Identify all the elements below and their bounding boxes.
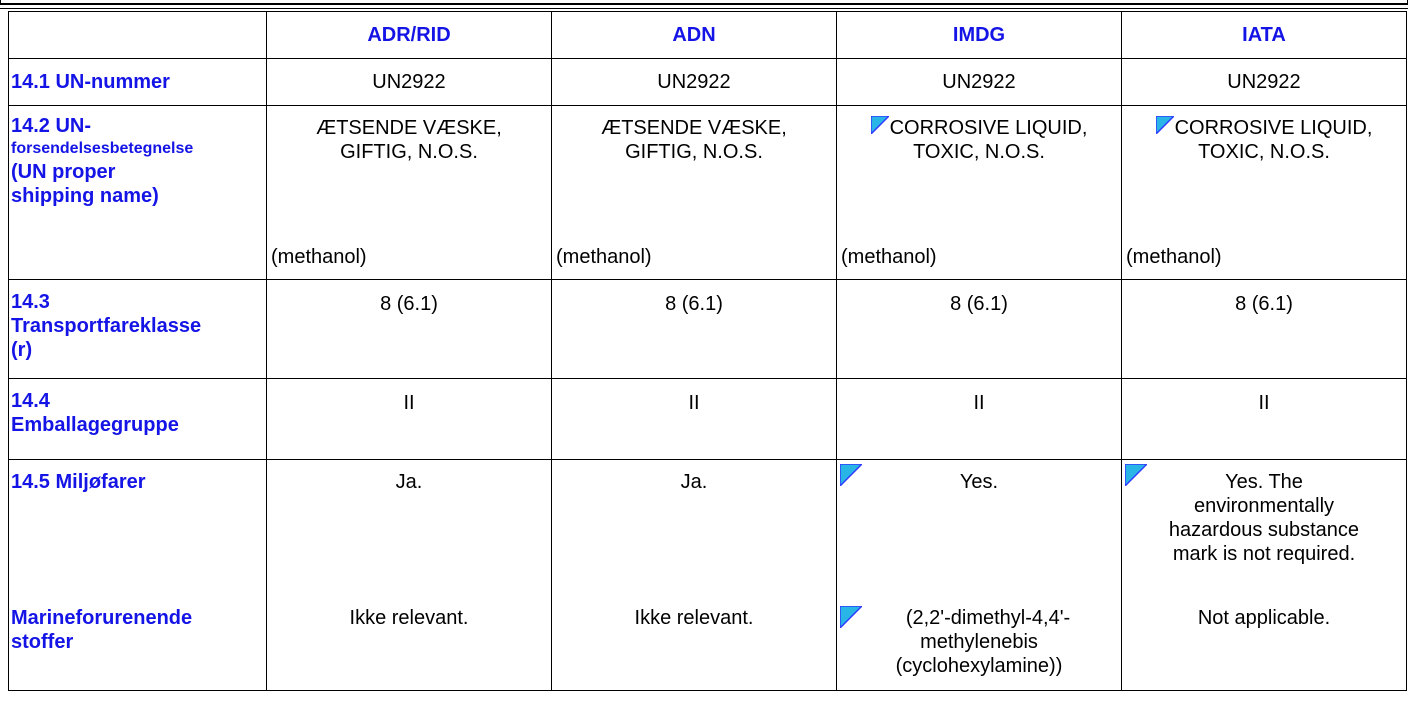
row-label-environmental-hazards: 14.5 Miljøfarer bbox=[11, 471, 146, 493]
shipping-name-adn-note: (methanol) bbox=[556, 246, 652, 268]
row-label-shipping-name-line2: forsendelsesbetegnelse bbox=[11, 140, 194, 157]
environmental-iata-line1: Yes. The bbox=[1225, 471, 1303, 493]
shipping-name-imdg-line2: TOXIC, N.O.S. bbox=[913, 141, 1045, 163]
row-label-transport-class bbox=[9, 280, 267, 379]
shipping-name-adr-rid-line2: GIFTIG, N.O.S. bbox=[340, 141, 478, 163]
shipping-name-adr-rid-line1: ÆTSENDE VÆSKE, bbox=[316, 117, 502, 139]
environmental-imdg bbox=[837, 460, 1122, 691]
row-label-un-number: 14.1 UN-nummer bbox=[9, 59, 267, 106]
row-label-environmental bbox=[9, 460, 267, 691]
transport-class-iata: 8 (6.1) bbox=[1122, 280, 1407, 379]
un-number-iata: UN2922 bbox=[1122, 59, 1407, 106]
transport-info-table bbox=[8, 11, 1407, 691]
row-label-marine-pollutant-line2: stoffer bbox=[11, 631, 74, 653]
shipping-name-adn bbox=[552, 106, 837, 280]
shipping-name-imdg-note: (methanol) bbox=[841, 246, 937, 268]
column-header-adn: ADN bbox=[552, 12, 837, 59]
shipping-name-adn-line2: GIFTIG, N.O.S. bbox=[625, 141, 763, 163]
row-label-transport-class-line2: Transportfareklasse bbox=[11, 315, 202, 337]
change-marker-icon bbox=[871, 116, 889, 134]
packing-group-imdg: II bbox=[837, 379, 1122, 460]
shipping-name-iata bbox=[1122, 106, 1407, 280]
transport-class-adn: 8 (6.1) bbox=[552, 280, 837, 379]
environmental-adr-rid-value: Ja. bbox=[395, 471, 423, 493]
row-label-packing-group-line1: 14.4 bbox=[11, 390, 50, 412]
row-label-shipping-name-line3: (UN proper bbox=[11, 161, 116, 183]
shipping-name-imdg-line1-wrap bbox=[837, 106, 1121, 140]
packing-group-iata: II bbox=[1122, 379, 1407, 460]
environmental-adn-value: Ja. bbox=[680, 471, 708, 493]
row-label-marine-pollutant-line1: Marineforurenende bbox=[11, 607, 193, 629]
un-number-adn: UN2922 bbox=[552, 59, 837, 106]
marine-pollutant-imdg-line3: (cyclohexylamine)) bbox=[895, 655, 1063, 677]
table-row bbox=[9, 280, 1407, 379]
environmental-iata bbox=[1122, 460, 1407, 691]
row-label-transport-class-line3: (r) bbox=[11, 339, 33, 361]
column-header-imdg: IMDG bbox=[837, 12, 1122, 59]
table-row bbox=[9, 59, 1407, 106]
page-top-rule bbox=[0, 0, 1408, 5]
marine-pollutant-adn-value: Ikke relevant. bbox=[634, 607, 754, 629]
environmental-iata-line3: hazardous substance bbox=[1168, 519, 1360, 541]
table-row bbox=[9, 106, 1407, 280]
shipping-name-iata-line1-wrap bbox=[1122, 106, 1406, 140]
row-label-shipping-name-line4: shipping name) bbox=[11, 185, 159, 207]
column-header-adr-rid: ADR/RID bbox=[267, 12, 552, 59]
transport-class-imdg: 8 (6.1) bbox=[837, 280, 1122, 379]
row-label-packing-group bbox=[9, 379, 267, 460]
shipping-name-imdg-line1: CORROSIVE LIQUID, bbox=[889, 117, 1088, 139]
packing-group-adn: II bbox=[552, 379, 837, 460]
un-number-imdg: UN2922 bbox=[837, 59, 1122, 106]
environmental-iata-line4: mark is not required. bbox=[1172, 543, 1356, 565]
row-label-transport-class-line1: 14.3 bbox=[11, 291, 50, 313]
shipping-name-iata-note: (methanol) bbox=[1126, 246, 1222, 268]
row-label-shipping-name-line1: 14.2 UN- bbox=[11, 115, 92, 137]
environmental-adr-rid bbox=[267, 460, 552, 691]
row-label-packing-group-line2: Emballagegruppe bbox=[11, 414, 179, 436]
shipping-name-adn-line1: ÆTSENDE VÆSKE, bbox=[601, 117, 787, 139]
table-row bbox=[9, 379, 1407, 460]
table-row bbox=[9, 460, 1407, 691]
packing-group-adr-rid: II bbox=[267, 379, 552, 460]
row-label-shipping-name bbox=[9, 106, 267, 280]
environmental-iata-line2: environmentally bbox=[1193, 495, 1335, 517]
table-header-row bbox=[9, 12, 1407, 59]
shipping-name-imdg bbox=[837, 106, 1122, 280]
environmental-adn bbox=[552, 460, 837, 691]
change-marker-icon bbox=[1156, 116, 1174, 134]
marine-pollutant-iata-value: Not applicable. bbox=[1197, 607, 1331, 629]
environmental-imdg-value: Yes. bbox=[959, 471, 999, 493]
un-number-adr-rid: UN2922 bbox=[267, 59, 552, 106]
page-top-divider bbox=[0, 8, 1408, 9]
shipping-name-adr-rid-note: (methanol) bbox=[271, 246, 367, 268]
marine-pollutant-adr-rid-value: Ikke relevant. bbox=[349, 607, 469, 629]
column-header-iata: IATA bbox=[1122, 12, 1407, 59]
marine-pollutant-imdg-line2: methylenebis bbox=[920, 631, 1038, 653]
corner-cell bbox=[9, 12, 267, 59]
shipping-name-iata-line1: CORROSIVE LIQUID, bbox=[1174, 117, 1373, 139]
marine-pollutant-imdg-line1: (2,2'-dimethyl-4,4'- bbox=[905, 607, 1071, 629]
shipping-name-iata-line2: TOXIC, N.O.S. bbox=[1198, 141, 1330, 163]
shipping-name-adr-rid bbox=[267, 106, 552, 280]
transport-class-adr-rid: 8 (6.1) bbox=[267, 280, 552, 379]
